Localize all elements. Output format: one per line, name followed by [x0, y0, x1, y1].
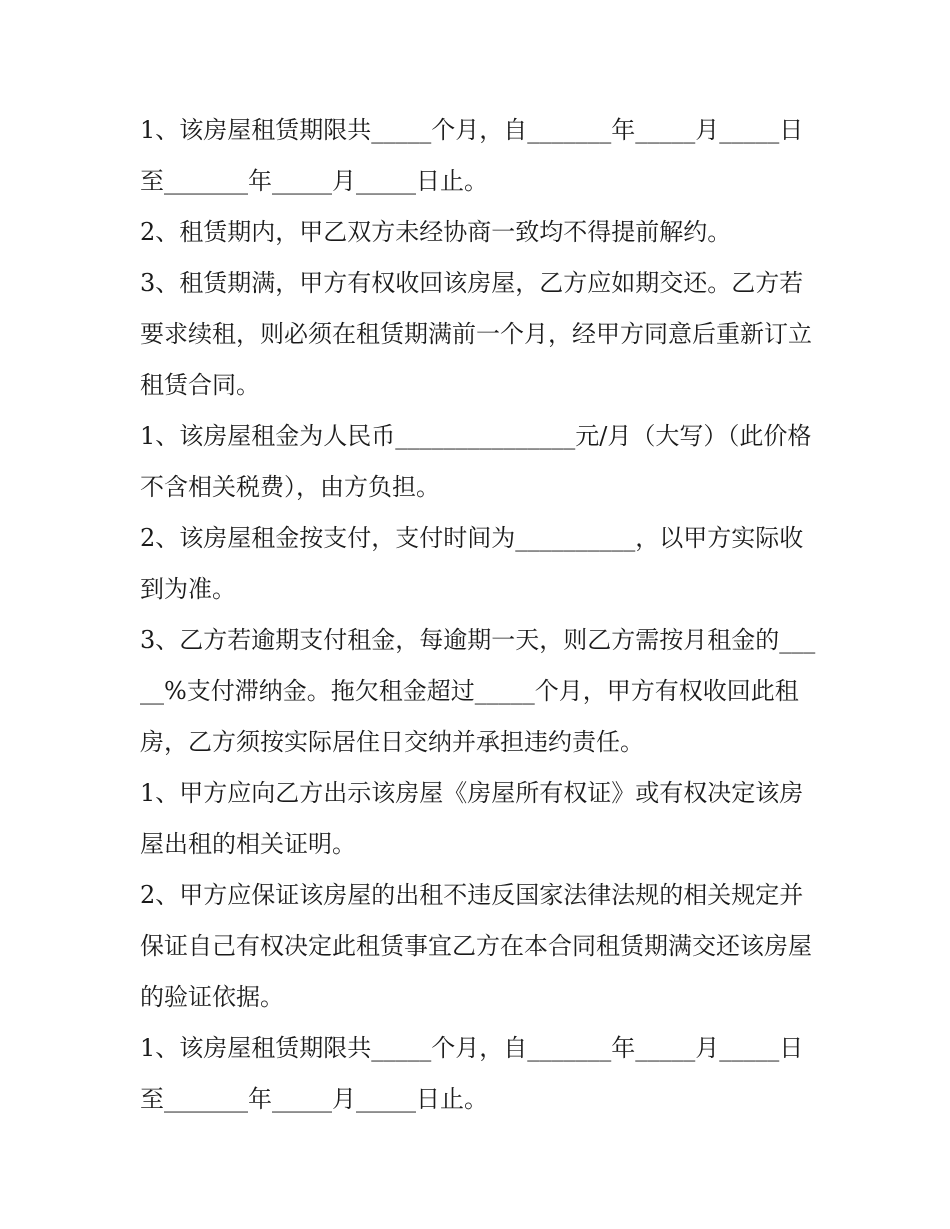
- term-paragraph: 1、该房屋租赁期限共_____个月，自_______年_____月_____日至_______年_____月_____日止。: [140, 1034, 804, 1113]
- term-paragraph: 3、租赁期满，甲方有权收回该房屋，乙方应如期交还。乙方若要求续租，则必须在租赁期满前一个月，经甲方同意后重新订立租赁合同。: [140, 269, 812, 399]
- document-body: [140, 105, 820, 1125]
- rent-paragraph: 3、乙方若逾期支付租金，每逾期一天，则乙方需按月租金的_____%支付滞纳金。拖欠租金超过_____个月，甲方有权收回此租房，乙方须按实际居住日交纳并承担违约责任。: [140, 626, 816, 756]
- term-paragraph: 2、租赁期内，甲乙双方未经协商一致均不得提前解约。: [140, 218, 732, 246]
- obligation-paragraph: 2、甲方应保证该房屋的出租不违反国家法律法规的相关规定并保证自己有权决定此租赁事宜乙方在本合同租赁期满交还该房屋的验证依据。: [140, 881, 812, 1011]
- obligation-paragraph: 1、甲方应向乙方出示该房屋《房屋所有权证》或有权决定该房屋出租的相关证明。: [140, 779, 804, 858]
- term-paragraph: 1、该房屋租赁期限共_____个月，自_______年_____月_____日至_______年_____月_____日止。: [140, 116, 804, 195]
- rent-paragraph: 2、该房屋租金按支付，支付时间为__________，以甲方实际收到为准。: [140, 524, 804, 603]
- rent-paragraph: 1、该房屋租金为人民币_______________元/月（大写）（此价格不含相关税费），由方负担。: [140, 422, 812, 501]
